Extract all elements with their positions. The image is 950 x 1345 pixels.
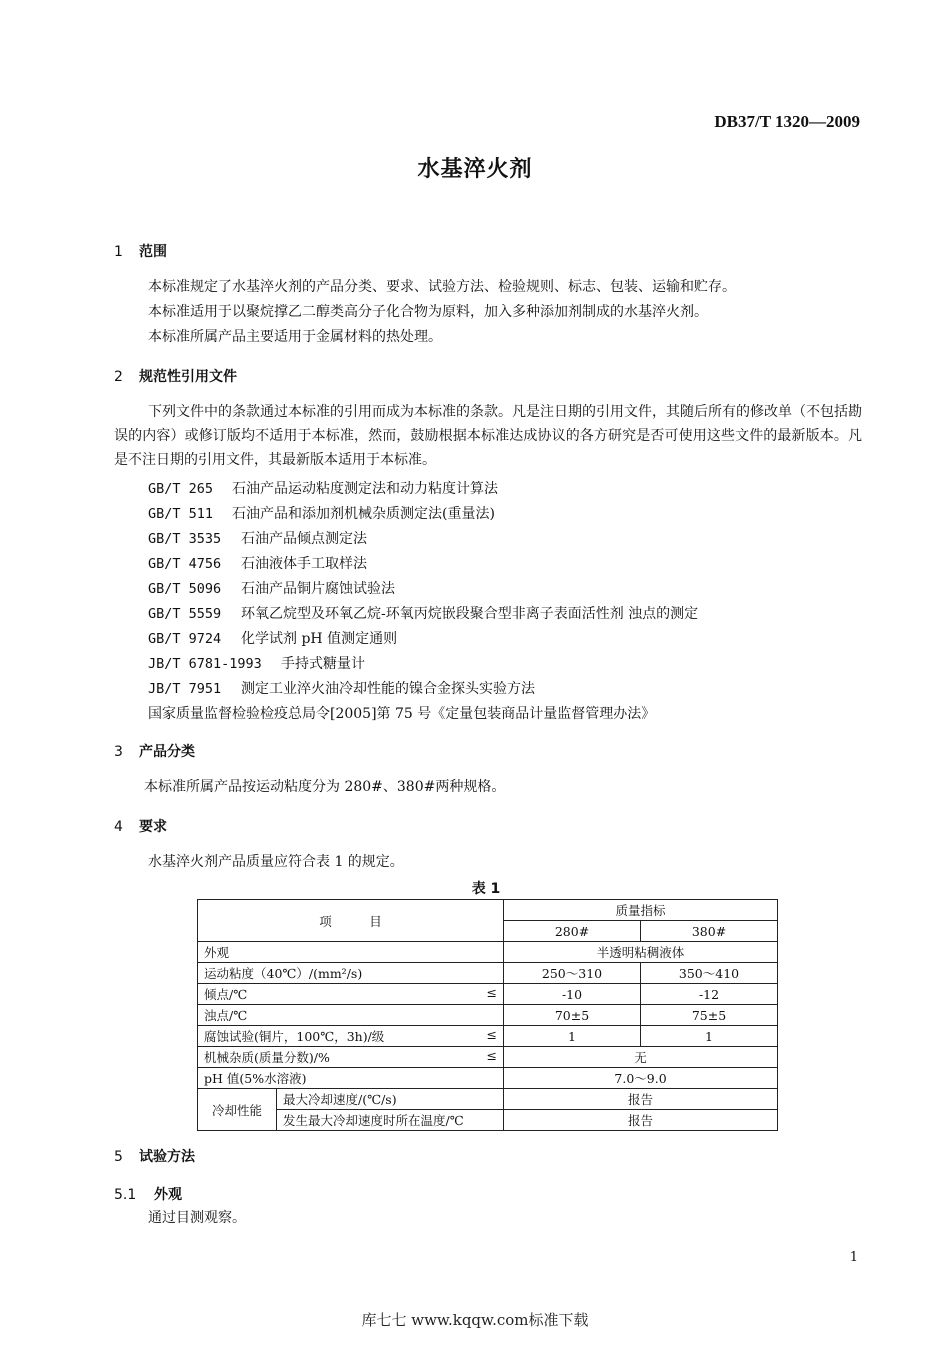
section-title: 外观	[154, 1187, 182, 1203]
row-value: 报告	[504, 1110, 778, 1131]
section-title: 规范性引用文件	[139, 369, 237, 385]
row-value-280: 250～310	[504, 963, 641, 984]
le-symbol: ≤	[486, 1027, 498, 1042]
section-title: 试验方法	[139, 1149, 195, 1165]
table-row	[198, 963, 778, 984]
reference-code: JB/T 6781-1993	[148, 656, 262, 672]
section-title: 要求	[139, 819, 167, 835]
table-row	[198, 1005, 778, 1026]
header-grade-380: 380#	[641, 921, 778, 942]
reference-title: 手持式糖量计	[281, 656, 365, 672]
reference-item	[148, 603, 698, 623]
row-value: 报告	[504, 1089, 778, 1110]
reference-item	[148, 528, 367, 548]
row-label: 最大冷却速度/(℃/s)	[277, 1089, 504, 1110]
paragraph: 水基淬火剂产品质量应符合表 1 的规定。	[148, 854, 404, 870]
table-row	[198, 1047, 778, 1068]
reference-code: GB/T 511	[148, 506, 214, 522]
reference-title: 石油产品和添加剂机械杂质测定法(重量法)	[232, 506, 495, 522]
paragraph: 本标准所属产品主要适用于金属材料的热处理。	[148, 329, 442, 345]
section-5-heading	[114, 1146, 195, 1166]
row-label: 外观	[198, 942, 504, 963]
section-number: 3	[114, 744, 123, 760]
row-value-380: -12	[641, 984, 778, 1005]
row-label-cell	[198, 984, 504, 1005]
row-value: 无	[504, 1047, 778, 1068]
reference-item	[148, 628, 397, 648]
quality-table	[197, 899, 778, 1131]
page-number: 1	[849, 1250, 858, 1265]
header-quality: 质量指标	[504, 900, 778, 921]
reference-code: GB/T 265	[148, 481, 214, 497]
row-label: 发生最大冷却速度时所在温度/℃	[277, 1110, 504, 1131]
section-3-heading	[114, 741, 195, 761]
intro-paragraph: 下列文件中的条款通过本标准的引用而成为本标准的条款。凡是注日期的引用文件，其随后所有的修改单（不包括勘误的内容）或修订版均不适用于本标准，然而，鼓励根据本标准达成协议的各方研究是否可使用这些文件的最新版本。凡是不注日期的引用文件，其最新版本适用于本标准。	[114, 404, 862, 468]
reference-title: 环氧乙烷型及环氧乙烷-环氧丙烷嵌段聚合型非离子表面活性剂 浊点的测定	[241, 606, 699, 622]
reference-item	[148, 578, 395, 598]
section-2-heading	[114, 366, 237, 386]
reference-title: 化学试剂 pH 值测定通则	[241, 631, 398, 647]
reference-code: GB/T 5096	[148, 581, 222, 597]
document-title: 水基淬火剂	[417, 157, 533, 182]
table-row	[198, 942, 778, 963]
section-title: 范围	[139, 244, 167, 260]
section-1-heading	[114, 241, 167, 261]
row-label: 机械杂质(质量分数)/%	[204, 1050, 330, 1065]
paragraph: 本标准规定了水基淬火剂的产品分类、要求、试验方法、检验规则、标志、包装、运输和贮存。	[148, 279, 736, 295]
row-value: 7.0～9.0	[504, 1068, 778, 1089]
reference-code: GB/T 3535	[148, 531, 222, 547]
reference-code: GB/T 5559	[148, 606, 222, 622]
reference-item	[148, 678, 535, 698]
le-symbol: ≤	[486, 985, 498, 1000]
section-number: 1	[114, 244, 123, 260]
section-number: 5.1	[114, 1187, 137, 1203]
reference-item	[148, 503, 495, 523]
row-value-380: 75±5	[641, 1005, 778, 1026]
row-label: 倾点/℃	[204, 987, 248, 1002]
le-symbol: ≤	[486, 1048, 498, 1063]
reference-title: 石油液体手工取样法	[241, 556, 367, 572]
table-row	[198, 1110, 778, 1131]
row-value-280: 1	[504, 1026, 641, 1047]
table-row	[198, 1089, 778, 1110]
reference-title: 石油产品倾点测定法	[241, 531, 367, 547]
row-label-cell	[198, 1047, 504, 1068]
reference-code: JB/T 7951	[148, 681, 222, 697]
reference-item	[148, 478, 498, 498]
table-row	[198, 1026, 778, 1047]
table-row	[198, 1068, 778, 1089]
paragraph: 通过目测观察。	[148, 1210, 246, 1226]
reference-title: 测定工业淬火油冷却性能的镍合金探头实验方法	[241, 681, 535, 697]
table-row	[198, 984, 778, 1005]
cooling-label: 冷却性能	[198, 1089, 277, 1131]
reference-item	[148, 653, 365, 673]
row-label: 浊点/℃	[198, 1005, 504, 1026]
row-label: pH 值(5%水溶液)	[198, 1068, 504, 1089]
section-number: 4	[114, 819, 123, 835]
row-label: 运动粘度（40℃）/(mm²/s)	[198, 963, 504, 984]
header-grade-280: 280#	[504, 921, 641, 942]
reference-item: 国家质量监督检验检疫总局令[2005]第 75 号《定量包装商品计量监督管理办法》	[148, 706, 656, 722]
reference-title: 石油产品运动粘度测定法和动力粘度计算法	[232, 481, 498, 497]
section-5-1-heading	[114, 1184, 182, 1204]
row-value-380: 1	[641, 1026, 778, 1047]
paragraph: 本标准适用于以聚烷撑乙二醇类高分子化合物为原料，加入多种添加剂制成的水基淬火剂。	[148, 304, 708, 320]
reference-item	[148, 553, 367, 573]
reference-title: 石油产品铜片腐蚀试验法	[241, 581, 395, 597]
section-4-heading	[114, 816, 167, 836]
footer-watermark: 库七七 www.kqqw.com标准下载	[361, 1311, 589, 1329]
reference-code: GB/T 4756	[148, 556, 222, 572]
table-header-row	[198, 900, 778, 921]
section-title: 产品分类	[139, 744, 195, 760]
table-caption: 表 1	[471, 881, 501, 897]
row-label-cell	[198, 1026, 504, 1047]
row-value-280: -10	[504, 984, 641, 1005]
reference-code: GB/T 9724	[148, 631, 222, 647]
standard-code: DB37/T 1320—2009	[714, 112, 860, 131]
section-number: 5	[114, 1149, 123, 1165]
section-number: 2	[114, 369, 123, 385]
row-value: 半透明粘稠液体	[504, 942, 778, 963]
row-value-380: 350～410	[641, 963, 778, 984]
row-label: 腐蚀试验(铜片，100℃，3h)/级	[204, 1029, 385, 1044]
header-item: 项 目	[198, 900, 504, 942]
row-value-280: 70±5	[504, 1005, 641, 1026]
paragraph: 本标准所属产品按运动粘度分为 280#、380#两种规格。	[144, 779, 506, 795]
